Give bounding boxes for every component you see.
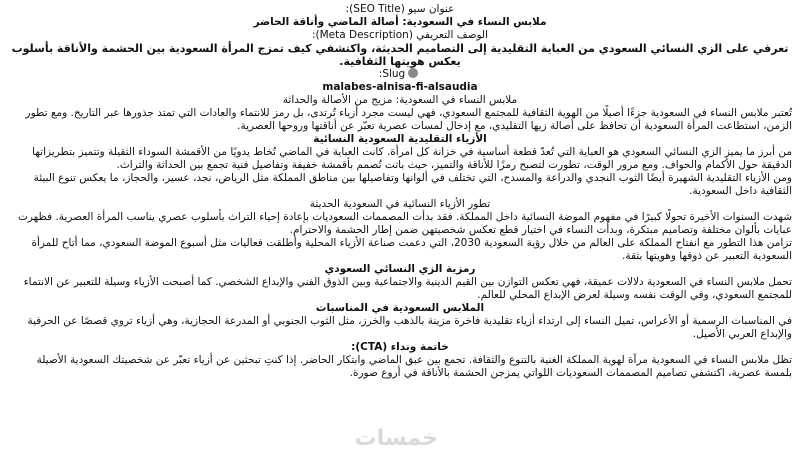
section-paragraph: تحمل ملابس النساء في السعودية دلالات عميقة، فهي تعكس التوازن بين القيم الدينية والاجتماعية وبين الذوق الفني والإبداع الشخصي. كما أصبحت الأزياء وسيلة للتعبير عن الانتماء للمجتمع السعودي، وفي الوقت نفسه وسيلة لعرض الإبداع المحلي للعالم. <box>23 276 792 301</box>
section-paragraph: تزامن هذا التطور مع انفتاح المملكة على العالم من خلال رؤية السعودية 2030، التي دعمت صناعة الأزياء المحلية وأطلقت فعاليات مثل أسبوع الموضة السعودي، مما أتاح للمرأة السعودية التعبير عن ذوقها وهويتها بثقة. <box>31 237 792 262</box>
slug: malabes-alnisa-fi-alsaudia <box>322 81 478 93</box>
slug-label-row <box>8 68 792 81</box>
section-paragraph: شهدت السنوات الأخيرة تحولًا كبيرًا في مفهوم الموضة النسائية داخل المملكة. فقد بدأت المصممات السعوديات بإعادة إحياء التراث بأسلوب عصري يناسب المرأة العصرية. فظهرت عبايات بألوان مختلفة وتصاميم مبتكرة، وبدأت النساء في اختيار قطع تعكس شخصيتهن ضمن إطار الحشمة والاحترام. <box>17 211 792 236</box>
section-paragraph: من أبرز ما يميز الزي النسائي السعودي هو العباية التي تُعدّ قطعة أساسية في خزانة كل امرأة. كانت العباية في الماضي تُخاط يدويًا من الأقمشة السوداء الثقيلة وتتميز بتطريزاتها الدقيقة حول الأكمام والحواف. ومع مرور الوقت، تطورت لتصبح رمزًا للأناقة والتميز، حيث باتت تُصمم بأقمشة خفيفة وتفاصيل فنية تجمع بين الحداثة والتراث. <box>32 146 792 171</box>
section-paragraph: في المناسبات الرسمية أو الأعراس، تميل النساء إلى ارتداء أزياء تقليدية فاخرة مزينة بالذهب والخرز، مثل الثوب الجنوبي أو المدرعة الحجازية، وهي أزياء تروي قصصًا عن الحرفية والإبداع العربي الأصيل. <box>27 315 792 340</box>
meta-description: تعرفي على الزي النسائي السعودي من العباية التقليدية إلى التصاميم الحديثة، واكتشفي كيف تمزج المرأة السعودية بين الحشمة والأناقة بأسلوب يعكس هويتها الثقافية. <box>11 42 789 68</box>
section-heading: الأزياء التقليدية السعودية النسائية <box>313 133 487 145</box>
slug-label: Slug: <box>378 68 406 80</box>
section-paragraph: تظل ملابس النساء في السعودية مرآة لهوية المملكة الغنية بالتنوع والثقافة. تجمع بين عبق الماضي وابتكار الحاضر. إذا كنتِ تبحثين عن أزياء تعبّر عن شخصيتك السعودية الأصيلة بلمسة عصرية، اكتشفي تصاميم المصممات السعوديات اللواتي يمزجن الحشمة بالأناقة في أروع صورة. <box>36 354 792 379</box>
bullet-icon <box>408 68 418 78</box>
article-heading: ملابس النساء في السعودية: مزيج من الأصالة والحداثة <box>282 94 518 106</box>
seo-title: ملابس النساء في السعودية: أصالة الماضي وأناقة الحاضر <box>253 16 547 28</box>
section-heading: تطور الأزياء النسائية في السعودية الحديثة <box>309 198 491 210</box>
section-paragraph: ومن الأزياء التقليدية الشهيرة أيضًا الثوب النجدي والدراعة والمسدح، التي تختلف في ألوانها وتفاصيلها بين مناطق المملكة مثل الرياض، نجد، عسير، والحجاز، ما يعكس تنوع البيئة الثقافية داخل السعودية. <box>33 172 792 197</box>
section-heading: رمزية الزي النسائي السعودي <box>324 263 476 275</box>
intro-paragraph: تُعتبر ملابس النساء في السعودية جزءًا أصيلًا من الهوية الثقافية للمجتمع السعودي، فهي ليست مجرد أزياء تُرتدى، بل رمز للانتماء والعادات التي تمتد جذورها عبر التاريخ. ومع تطور الزمن، استطاعت المرأة السعودية أن تحافظ على أصالة زيها التقليدي، مع إدخال لمسات عصرية تعبّر عن أناقتها وروحها العصرية. <box>25 107 792 132</box>
seo-title-label: عنوان سيو (SEO Title): <box>345 3 455 15</box>
watermark-logo: خمسات <box>354 426 438 451</box>
section-heading: خاتمة ونداء (CTA): <box>351 341 449 353</box>
section-heading: الملابس السعودية في المناسبات <box>315 302 485 314</box>
meta-description-label: الوصف التعريفي (Meta Description): <box>311 29 489 41</box>
